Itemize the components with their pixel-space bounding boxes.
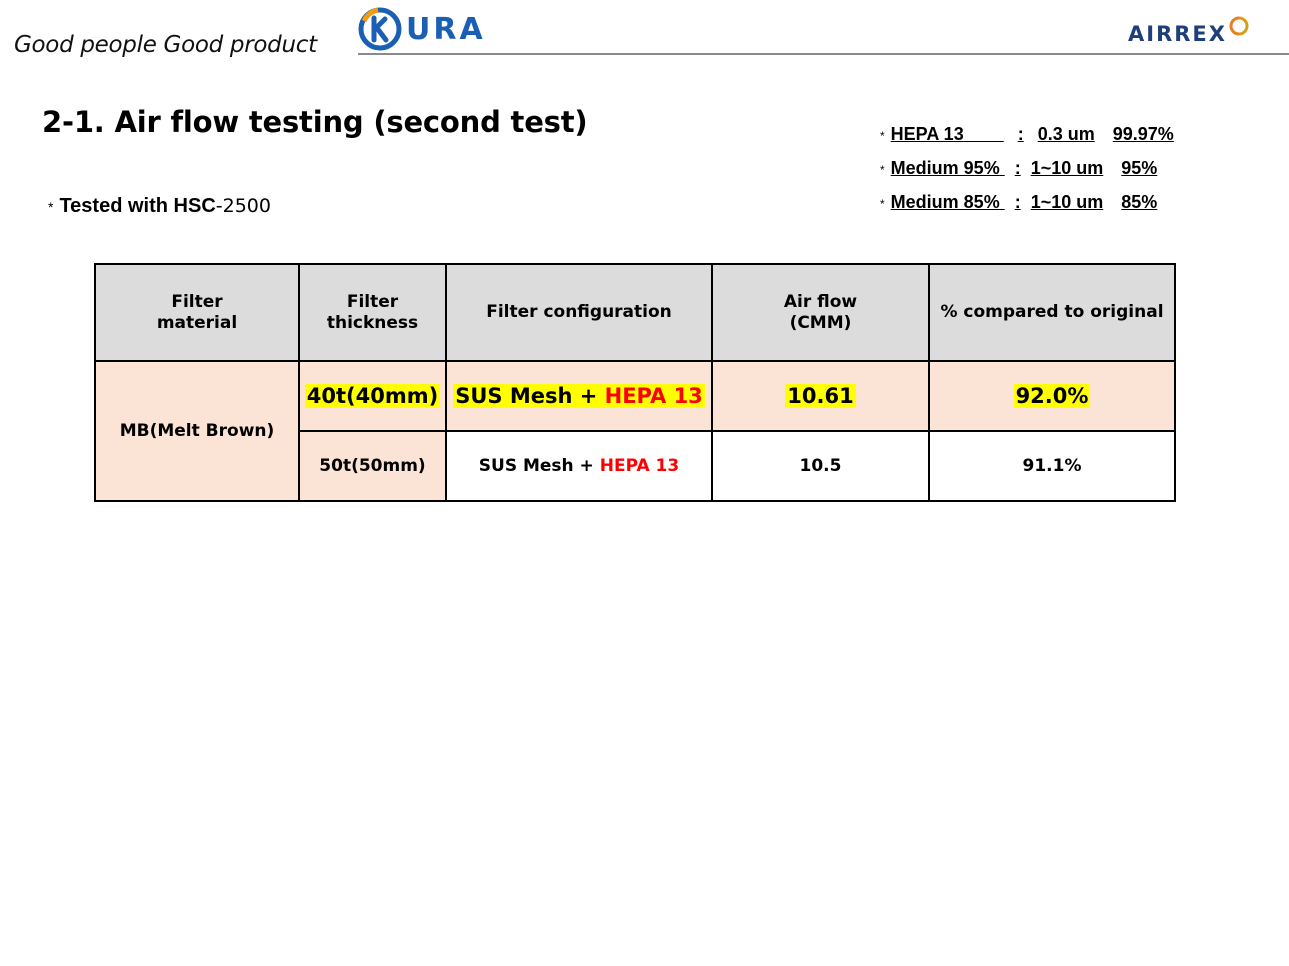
header-air-flow (712, 264, 929, 361)
kura-logo-text: URA (406, 11, 486, 47)
cell-airflow: 10.5 (712, 431, 929, 501)
config-hepa-text: HEPA 13 (599, 456, 680, 476)
header-line: material (156, 312, 238, 333)
config-hepa-text: HEPA 13 (604, 384, 703, 408)
spec-sep: : (1014, 158, 1021, 178)
cell-material: MB(Melt Brown) (95, 361, 299, 501)
highlighted-value: 10.61 (787, 384, 854, 408)
spec-efficiency: 95% (1121, 158, 1158, 178)
highlighted-value: 92.0% (1015, 384, 1089, 408)
config-mesh-text: SUS Mesh + (478, 456, 600, 476)
filter-spec-list (880, 124, 1174, 226)
header-line: Air flow (783, 291, 858, 312)
note-bold-text: Tested with HSC (59, 195, 216, 217)
spec-bullet: * (880, 197, 885, 211)
airrex-logo-text: AIRREX (1128, 22, 1227, 46)
header-line: % compared to original (940, 302, 1164, 322)
spec-name: Medium 95% (890, 158, 1000, 178)
table-header-row (95, 264, 1175, 361)
test-note (48, 195, 271, 218)
airrex-ring-icon (1229, 16, 1249, 36)
cell-thickness (299, 361, 446, 431)
spec-name: Medium 85% (890, 192, 1000, 212)
airflow-results-table (94, 263, 1176, 502)
cell-thickness: 50t(50mm) (299, 431, 446, 501)
page-header (0, 0, 1289, 60)
spec-bullet: * (880, 163, 885, 177)
spec-bullet: * (880, 129, 885, 143)
spec-efficiency: 85% (1121, 192, 1158, 212)
kura-logo (358, 6, 486, 52)
highlighted-value (453, 384, 705, 408)
table-row (95, 361, 1175, 431)
config-mesh-text: SUS Mesh + (455, 384, 605, 408)
cell-percent: 91.1% (929, 431, 1175, 501)
spec-size: 1~10 um (1030, 192, 1104, 212)
spec-name: HEPA 13 (890, 124, 964, 144)
note-bullet: * (48, 199, 54, 215)
highlighted-value: 40t(40mm) (306, 384, 439, 408)
header-line: Filter configuration (486, 302, 672, 322)
page-title: 2-1. Air flow testing (second test) (42, 105, 588, 139)
header-filter-material (95, 264, 299, 361)
cell-airflow (712, 361, 929, 431)
spec-size: 1~10 um (1030, 158, 1104, 178)
spec-row (880, 124, 1174, 158)
header-filter-configuration (446, 264, 712, 361)
header-divider (358, 53, 1289, 55)
cell-percent (929, 361, 1175, 431)
spec-row (880, 192, 1174, 226)
cell-configuration (446, 431, 712, 501)
header-line: Filter (346, 291, 399, 312)
spec-gap (964, 124, 1004, 145)
header-line: (CMM) (789, 312, 852, 333)
spec-sep: : (1014, 192, 1021, 212)
airrex-logo (1128, 22, 1249, 46)
header-filter-thickness (299, 264, 446, 361)
spec-row (880, 158, 1174, 192)
header-percent-original (929, 264, 1175, 361)
header-line: Filter (171, 291, 223, 312)
header-line: thickness (326, 312, 419, 333)
spec-sep: : (1017, 124, 1024, 144)
cell-configuration (446, 361, 712, 431)
spec-efficiency: 99.97% (1112, 124, 1174, 144)
slogan: Good people Good product (14, 32, 317, 58)
spec-size: 0.3 um (1037, 124, 1095, 144)
note-model-number: -2500 (215, 195, 271, 217)
kura-k-icon (358, 7, 402, 51)
